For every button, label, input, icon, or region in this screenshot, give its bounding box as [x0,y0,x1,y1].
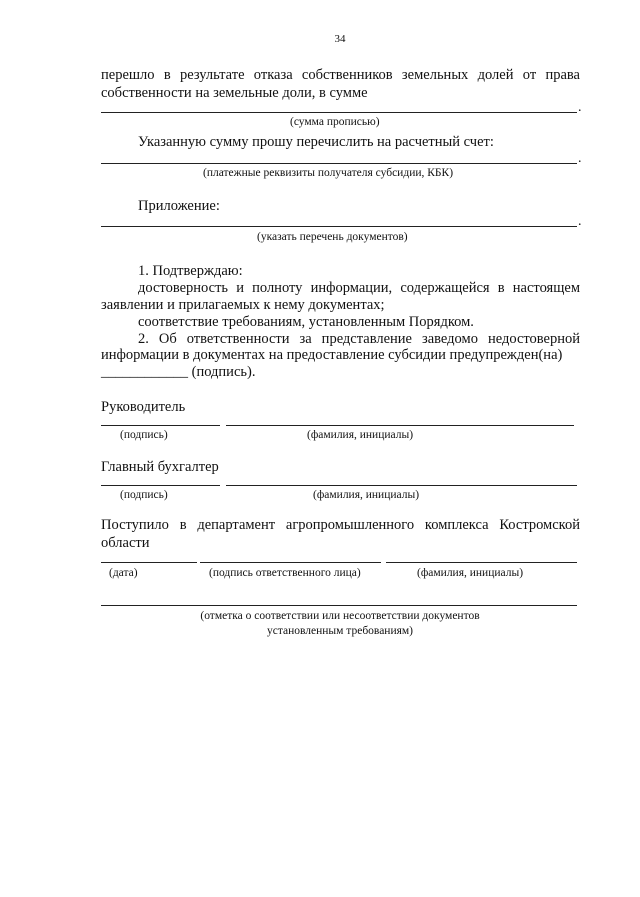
compliance-caption-line-2: установленным требованиям) [266,625,414,637]
received-date-line [101,562,197,563]
compliance-line [101,605,577,606]
sum-line-period: . [578,100,582,115]
head-signature-caption: (подпись) [120,429,168,441]
requisites-line-period: . [578,151,582,166]
responsibility-line-1: 2. Об ответственности за представление заведомо недостоверной [138,331,580,347]
accountant-signature-line [101,485,220,486]
accountant-name-caption: (фамилия, инициалы) [313,489,420,501]
sum-caption: (сумма прописью) [290,116,380,128]
received-name-line [386,562,577,563]
received-line-1: Поступило в департамент агропромышленного комплекса Костромской [101,517,580,533]
compliance-caption-line-1: (отметка о соответствии или несоответствии документов [200,610,480,622]
received-line-2: области [101,535,150,551]
account-request: Указанную сумму прошу перечислить на расчетный счет: [138,134,494,150]
signature-note: (подпись). [191,364,256,380]
head-name-caption: (фамилия, инициалы) [307,429,414,441]
intro-line-1: перешло в результате отказа собственников земельных долей от права [101,67,580,83]
attachment-label: Приложение: [138,198,220,214]
documents-line [101,226,577,227]
documents-line-period: . [578,214,582,229]
confirm-item-1-line-1: достоверность и полноту информации, содержащейся в настоящем [138,280,580,296]
page-number: 34 [334,33,346,45]
head-label: Руководитель [101,399,186,415]
received-signature-line [200,562,381,563]
received-date-caption: (дата) [109,567,138,579]
accountant-signature-caption: (подпись) [120,489,168,501]
received-name-caption: (фамилия, инициалы) [417,567,524,579]
accountant-name-line [226,485,577,486]
confirm-heading: 1. Подтверждаю: [138,263,243,279]
confirm-item-2: соответствие требованиям, установленным Порядком. [138,314,474,330]
documents-caption: (указать перечень документов) [257,231,408,243]
responsibility-line-2: информации в документах на предоставление субсидии предупрежден(на) [101,347,563,363]
intro-line-2: собственности на земельные доли, в сумме [101,85,368,101]
requisites-caption: (платежные реквизиты получателя субсидии, КБК) [203,167,454,179]
confirm-item-1-line-2: заявлении и прилагаемых к нему документах; [101,297,385,313]
signature-blank: ____________ [101,364,188,380]
received-signature-caption: (подпись ответственного лица) [209,567,361,579]
accountant-label: Главный бухгалтер [101,459,219,475]
head-signature-line [101,425,220,426]
requisites-line [101,163,577,164]
sum-line [101,112,577,113]
head-name-line [226,425,574,426]
responsibility-line-3 [101,363,255,381]
